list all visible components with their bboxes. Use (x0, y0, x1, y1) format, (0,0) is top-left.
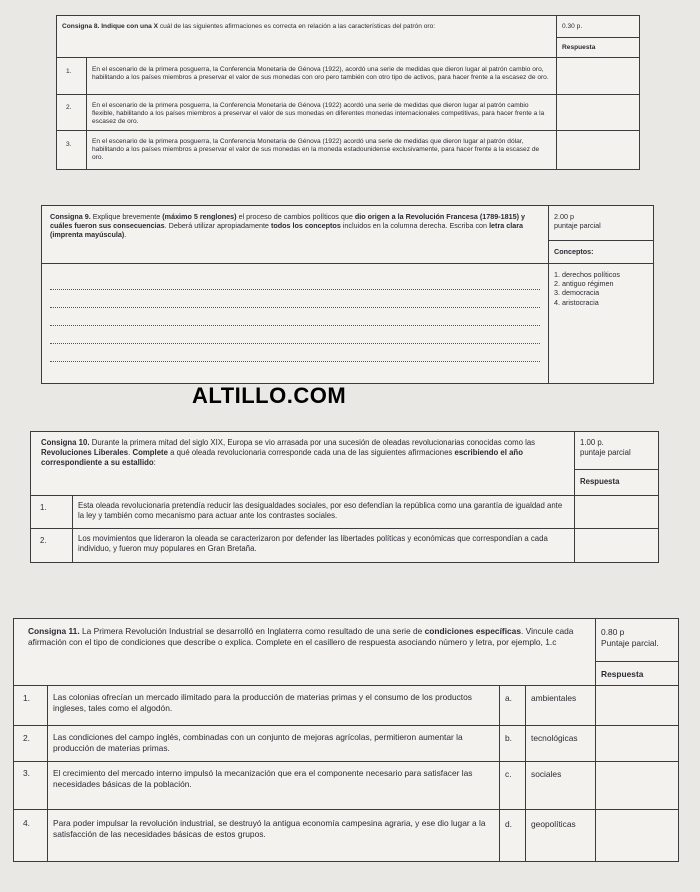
concept-item: 3. democracia (554, 288, 600, 298)
consigna-11-condition-type: geopolíticas (526, 810, 596, 862)
consigna-9-answer-line[interactable] (50, 331, 540, 344)
consigna-9-text: . Deberá utilizar apropiadamente (164, 221, 271, 231)
consigna-9-prompt (42, 206, 549, 264)
consigna-9-text: incluidos en la columna derecha. Escriba con (340, 221, 490, 231)
consigna-11-letter: c. (500, 762, 526, 810)
concept-item: 2. antiguo régimen (554, 279, 614, 289)
consigna-8-row-text: En el escenario de la primera posguerra, la Conferencia Monetaria de Génova (1922), acordó una serie de medidas que dieron lugar al patrón cambio oro, habilitando a los países miembros a preservar el valor de sus monedas con oro pero también con otro tipo de activos, para hacer frente a la escasez de oro. (87, 58, 557, 95)
consigna-10-text: a qué oleada revolucionaria corresponde cada una de las siguientes afirmaciones (167, 448, 455, 457)
consigna-9-text-bold: todos los conceptos (270, 221, 341, 231)
consigna-11-row-text: El crecimiento del mercado interno impulsó la mecanización que era el componente necesario para satisfacer las necesidades básicas de la población. (48, 762, 500, 810)
consigna-9-answer-line[interactable] (50, 295, 540, 308)
consigna-10-row-text: Los movimientos que lideraron la oleada se caracterizaron por defender las libertades políticas y económicas que correspondían a cada individuo, y fueron muy populares en Gran Bretaña. (73, 529, 575, 563)
consigna-9-text-bold: dio origen a la Revolución Francesa (1789-1815) y cuáles fueron sus consecuencias (50, 212, 526, 231)
concept-item: 1. derechos políticos (554, 270, 620, 279)
consigna-11-table (13, 618, 679, 862)
consigna-8-prompt (57, 16, 557, 58)
consigna-11-condition-type: tecnológicas (526, 726, 596, 762)
consigna-8-instruction: cuál de las siguientes afirmaciones es correcta en relación a las características del patrón oro: (158, 23, 436, 30)
consigna-10-response-header: Respuesta (575, 470, 659, 496)
consigna-8-answer-cell-1[interactable] (557, 58, 640, 95)
consigna-11-answer-cell-4[interactable] (596, 810, 679, 862)
consigna-11-score-sub: Puntaje parcial. (601, 638, 659, 648)
consigna-11-response-header: Respuesta (596, 662, 679, 686)
consigna-11-row-text: Para poder impulsar la revolución industrial, se destruyó la antigua economía campesina agraria, y ese dio lugar a la satisfacción de las necesidades básicas de estos grupos. (48, 810, 500, 862)
consigna-9-answer-line[interactable] (50, 313, 540, 326)
consigna-10-prompt (31, 432, 575, 496)
consigna-9-text: . (124, 230, 127, 240)
consigna-10-score-sub: puntaje parcial (580, 448, 631, 457)
consigna-11-condition-type: sociales (526, 762, 596, 810)
consigna-8-answer-cell-3[interactable] (557, 131, 640, 170)
consigna-11-score-value: 0.80 p (601, 627, 625, 637)
concept-item: 4. aristocracia (554, 297, 599, 307)
consigna-9-writing-area[interactable] (42, 264, 549, 384)
consigna-8-instruction-bold: Indique con una X (101, 23, 158, 30)
consigna-8-heading: Consigna 8. (62, 23, 100, 30)
consigna-9-concepts-list (549, 264, 654, 384)
consigna-8-score: 0.30 p. (557, 16, 640, 38)
consigna-11-letter: b. (500, 726, 526, 762)
consigna-11-heading: Consigna 11. (28, 626, 80, 636)
consigna-8-row-number: 2. (57, 95, 87, 131)
watermark: ALTILLO.COM (192, 383, 347, 408)
consigna-11-letter: d. (500, 810, 526, 862)
consigna-9-score-value: 2.00 p (554, 212, 574, 221)
consigna-10-text-bold: Revoluciones Liberales (41, 448, 129, 457)
consigna-8-row-number: 3. (57, 131, 87, 170)
consigna-10-text-bold: Complete (132, 448, 168, 457)
consigna-8-table (56, 15, 640, 170)
consigna-11-row-number: 4. (14, 810, 48, 862)
consigna-11-prompt (14, 619, 596, 686)
consigna-10-row-number: 1. (31, 496, 73, 529)
consigna-10-answer-cell-1[interactable] (575, 496, 659, 529)
consigna-9-table (41, 205, 654, 384)
consigna-10-table (30, 431, 659, 563)
consigna-9-score (549, 206, 654, 241)
consigna-10-answer-cell-2[interactable] (575, 529, 659, 563)
consigna-9-answer-line[interactable] (50, 277, 540, 290)
consigna-9-heading: Consigna 9. (50, 212, 91, 221)
consigna-9-text-bold: letra clara (imprenta mayúscula) (50, 221, 524, 240)
consigna-8-answer-cell-2[interactable] (557, 95, 640, 131)
consigna-9-answer-line[interactable] (50, 349, 540, 362)
consigna-9-text: el proceso de cambios políticos que (236, 212, 355, 221)
consigna-11-text: . Vincule cada afirmación con el tipo de condiciones que describe o explica. Complete en el casillero de respuesta asociando número y letra, por ejemplo, 1.c (28, 626, 574, 647)
consigna-11-answer-cell-1[interactable] (596, 686, 679, 726)
consigna-10-text-bold: escribiendo el año correspondiente a su estallido (41, 448, 523, 467)
consigna-10-text: : (153, 458, 156, 467)
consigna-11-answer-cell-3[interactable] (596, 762, 679, 810)
consigna-8-row-text: En el escenario de la primera posguerra, la Conferencia Monetaria de Génova (1922) acordó una serie de medidas que dieron lugar al patrón cambio flexible, habilitando a los países miembros a preservar el valor de sus monedas en diferentes monedas internacionales competitivas, para hacer frente a la escasez de oro. (87, 95, 557, 131)
consigna-11-letter: a. (500, 686, 526, 726)
consigna-10-heading: Consigna 10. (41, 438, 90, 447)
consigna-10-row-number: 2. (31, 529, 73, 563)
consigna-11-text: La Primera Revolución Industrial se desarrolló en Inglaterra como resultado de una serie de (79, 626, 425, 636)
consigna-9-score-sub: puntaje parcial (554, 221, 601, 231)
consigna-11-row-text: Las condiciones del campo inglés, combinadas con un conjunto de mejoras agrícolas, permitieron aumentar la producción de materias primas. (48, 726, 500, 762)
consigna-9-concepts-header: Conceptos: (549, 241, 654, 264)
consigna-11-score (596, 619, 679, 662)
consigna-11-row-number: 1. (14, 686, 48, 726)
consigna-11-answer-cell-2[interactable] (596, 726, 679, 762)
consigna-11-row-number: 3. (14, 762, 48, 810)
consigna-11-row-text: Las colonias ofrecían un mercado ilimitado para la producción de materias primas y el consumo de los productos ingleses, tales como el algodón. (48, 686, 500, 726)
consigna-8-response-header: Respuesta (557, 38, 640, 58)
consigna-10-score (575, 432, 659, 470)
consigna-10-text: . (128, 448, 133, 457)
consigna-8-row-text: En el escenario de la primera posguerra, la Conferencia Monetaria de Génova (1922) acordó una serie de medidas que dieron lugar al patrón dólar, habilitando a los países miembros a preservar el valor de sus monedas en la moneda estadounidense exclusivamente, para hacer frente a la escasez de oro. (87, 131, 557, 170)
consigna-9-text-bold: (máximo 5 renglones) (162, 212, 237, 221)
consigna-10-text: Durante la primera mitad del siglo XIX, Europa se vio arrasada por una sucesión de oleadas revolucionarias conocidas como las (89, 438, 536, 447)
consigna-9-text: Explique brevemente (90, 212, 163, 221)
consigna-10-row-text: Esta oleada revolucionaria pretendía reducir las desigualdades sociales, por eso defendían la república como una garantía de igualdad ante la ley y también como mecanismo para actuar ante los contrastes sociales. (73, 496, 575, 529)
consigna-8-row-number: 1. (57, 58, 87, 95)
consigna-11-text-bold: condiciones específicas (424, 626, 521, 636)
consigna-11-condition-type: ambientales (526, 686, 596, 726)
consigna-10-score-value: 1.00 p. (580, 438, 604, 447)
consigna-11-row-number: 2. (14, 726, 48, 762)
